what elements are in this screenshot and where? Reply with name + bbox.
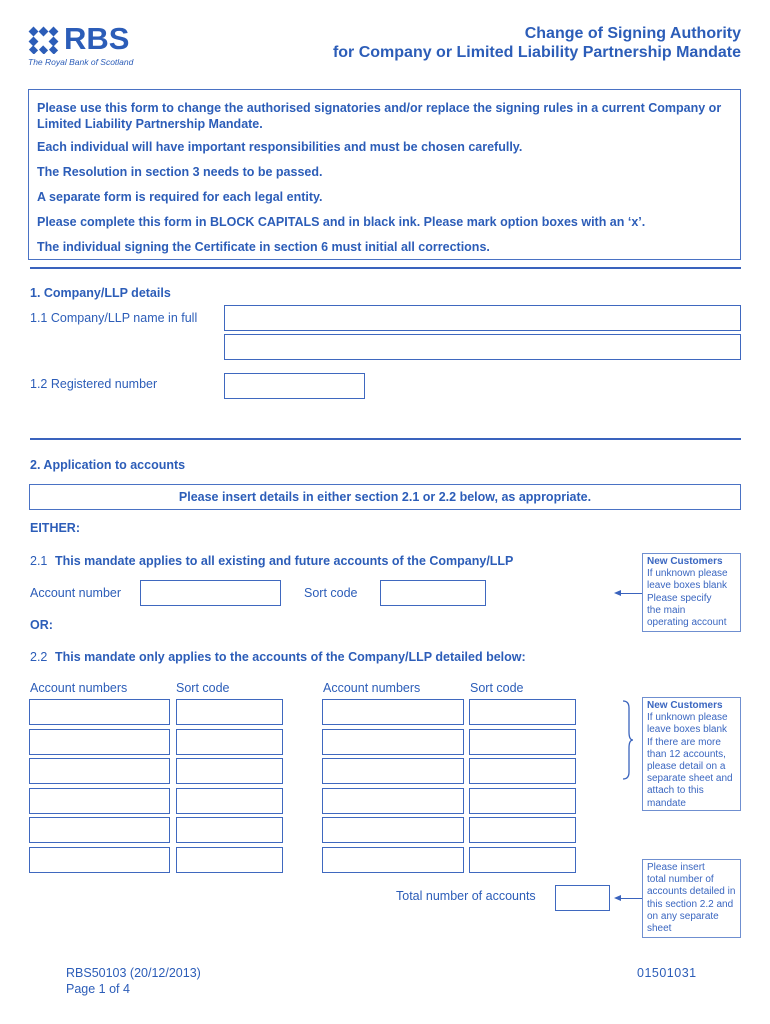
intro-p5: Please complete this form in BLOCK CAPITALS and in black ink. Please mark option boxes with an ‘x’. — [37, 215, 646, 229]
note2-line: mandate — [647, 797, 686, 809]
note3-line: total number of — [647, 874, 714, 886]
company-name-field-line2[interactable] — [224, 334, 741, 360]
account-number-field[interactable] — [140, 580, 281, 606]
note3-line: this section 2.2 and — [647, 898, 734, 910]
note2-heading: New Customers — [647, 700, 723, 711]
form-title-line2: for Company or Limited Liability Partnership Mandate — [332, 44, 741, 61]
sort-code-field[interactable] — [176, 758, 283, 784]
registered-number-label: 1.2 Registered number — [30, 377, 158, 391]
curly-brace-icon — [620, 700, 634, 780]
note3-line: on any separate — [647, 910, 719, 922]
col-header-account-numbers-left: Account numbers — [30, 681, 128, 695]
account-number-field[interactable] — [29, 847, 170, 873]
account-number-field[interactable] — [322, 699, 464, 725]
account-number-field[interactable] — [322, 729, 464, 755]
note1-arrowhead-icon — [614, 590, 621, 596]
section2-instruction: Please insert details in either section 2.1 or 2.2 below, as appropriate. — [178, 490, 592, 504]
note1-line: If unknown please — [647, 568, 728, 580]
intro-p2: Each individual will have important responsibilities and must be chosen carefully. — [37, 140, 523, 154]
section22-text: This mandate only applies to the accounts of the Company/LLP detailed below: — [55, 650, 526, 664]
sort-code-field[interactable] — [176, 788, 283, 814]
intro-p4: A separate form is required for each legal entity. — [37, 190, 323, 204]
either-label: EITHER: — [30, 521, 80, 535]
sort-code-field[interactable] — [469, 817, 576, 843]
account-number-field[interactable] — [322, 847, 464, 873]
account-number-field[interactable] — [29, 817, 170, 843]
note2-line: leave boxes blank — [647, 724, 728, 736]
note1-line: the main — [647, 604, 686, 616]
note2-line: separate sheet and — [647, 773, 733, 785]
sort-code-field[interactable] — [469, 847, 576, 873]
col-header-sort-code-left: Sort code — [176, 681, 230, 695]
note1-arrow — [620, 593, 642, 594]
note-new-customers-main-account — [642, 553, 741, 632]
sort-code-field[interactable] — [380, 580, 486, 606]
note1-line: leave boxes blank — [647, 580, 728, 592]
intro-p1: Please use this form to change the authorised signatories and/or replace the signing rules in a current Company or Limited Liability Partnership Mandate. — [37, 101, 722, 131]
account-number-field[interactable] — [29, 788, 170, 814]
section21-text: This mandate applies to all existing and future accounts of the Company/LLP — [55, 554, 514, 568]
note1-line: operating account — [647, 617, 727, 629]
company-name-label: 1.1 Company/LLP name in full — [30, 311, 198, 325]
note-total-accounts — [642, 859, 741, 938]
note1-heading: New Customers — [647, 556, 723, 567]
note2-line: If there are more — [647, 736, 721, 748]
note3-line: sheet — [647, 923, 672, 935]
section-divider-2 — [30, 438, 741, 440]
section2-heading: 2. Application to accounts — [30, 458, 186, 472]
note3-arrowhead-icon — [614, 895, 621, 901]
logo-text: RBS — [64, 21, 130, 56]
account-number-label: Account number — [30, 586, 122, 600]
section21-number: 2.1 — [30, 554, 48, 568]
section-divider-1 — [30, 267, 741, 269]
note1-line: Please specify — [647, 592, 712, 604]
intro-box — [28, 89, 741, 260]
note2-line: than 12 accounts, — [647, 748, 726, 760]
note3-arrow — [620, 898, 642, 899]
note2-line: please detail on a — [647, 761, 726, 773]
form-code: 01501031 — [637, 966, 697, 980]
form-reference: RBS50103 (20/12/2013) — [66, 966, 201, 980]
note3-line: accounts detailed in — [647, 886, 736, 898]
sort-code-field[interactable] — [176, 817, 283, 843]
rbs-logo — [28, 21, 138, 70]
sort-code-label: Sort code — [304, 586, 358, 600]
note3-line: Please insert — [647, 862, 705, 873]
sort-code-field[interactable] — [469, 729, 576, 755]
account-number-field[interactable] — [322, 817, 464, 843]
page-number: Page 1 of 4 — [66, 982, 130, 996]
note2-line: If unknown please — [647, 712, 728, 724]
sort-code-field[interactable] — [176, 847, 283, 873]
form-title-line1: Change of Signing Authority — [524, 25, 741, 42]
note2-line: attach to this — [647, 785, 704, 797]
sort-code-field[interactable] — [176, 699, 283, 725]
section1-heading: 1. Company/LLP details — [30, 286, 171, 300]
sort-code-field[interactable] — [469, 758, 576, 784]
sort-code-field[interactable] — [176, 729, 283, 755]
registered-number-field[interactable] — [224, 373, 365, 399]
section22-number: 2.2 — [30, 650, 48, 664]
section2-instruction-box — [29, 484, 741, 510]
note-new-customers-account-list — [642, 697, 741, 811]
account-number-field[interactable] — [29, 729, 170, 755]
intro-p6: The individual signing the Certificate in section 6 must initial all corrections. — [37, 240, 490, 254]
intro-p3: The Resolution in section 3 needs to be passed. — [37, 165, 323, 179]
sort-code-field[interactable] — [469, 788, 576, 814]
col-header-sort-code-right: Sort code — [470, 681, 524, 695]
account-number-field[interactable] — [29, 699, 170, 725]
account-number-field[interactable] — [29, 758, 170, 784]
account-number-field[interactable] — [322, 758, 464, 784]
col-header-account-numbers-right: Account numbers — [323, 681, 421, 695]
or-label: OR: — [30, 618, 53, 632]
account-number-field[interactable] — [322, 788, 464, 814]
sort-code-field[interactable] — [469, 699, 576, 725]
rbs-daisy-icon — [28, 26, 60, 54]
company-name-field-line1[interactable] — [224, 305, 741, 331]
logo-subtitle: The Royal Bank of Scotland — [28, 57, 134, 67]
total-accounts-label: Total number of accounts — [396, 889, 536, 903]
total-accounts-field[interactable] — [555, 885, 610, 911]
